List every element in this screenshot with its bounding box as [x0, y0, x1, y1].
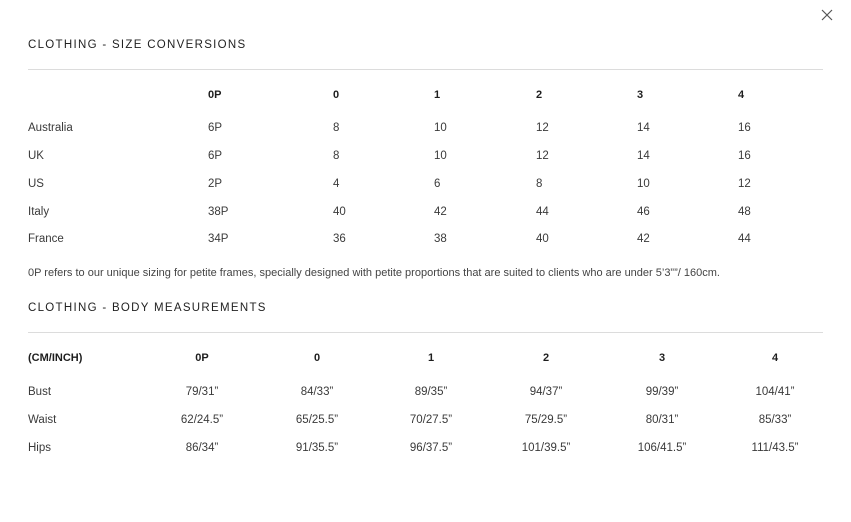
- row-label: Italy: [28, 206, 50, 218]
- table-header-row: [28, 352, 823, 368]
- table-row: [28, 178, 823, 194]
- row-label: Australia: [28, 122, 73, 134]
- table-cell: 42: [434, 206, 447, 218]
- close-button[interactable]: [819, 7, 835, 23]
- row-label: US: [28, 178, 44, 190]
- table-row: [28, 122, 823, 138]
- table-cell: 106/41.5”: [637, 442, 687, 454]
- table-cell: 12: [536, 150, 549, 162]
- table-cell: 40: [333, 206, 346, 218]
- table-cell: 12: [738, 178, 751, 190]
- table-cell: 75/29.5”: [524, 414, 568, 426]
- table-cell: 99/39”: [645, 386, 679, 398]
- petite-sizing-note: 0P refers to our unique sizing for petite frames, specially designed with petite proportions that are suited to clients who are under 5’3””/ 160cm.: [28, 267, 720, 279]
- table-cell: 86/34”: [185, 442, 219, 454]
- table-cell: 44: [536, 206, 549, 218]
- header-cell: (CM/INCH): [28, 352, 83, 364]
- header-cell: 3: [658, 352, 666, 364]
- table-cell: 38P: [208, 206, 229, 218]
- header-cell: 1: [434, 89, 441, 101]
- table-cell: 111/43.5”: [751, 442, 799, 454]
- table-row: [28, 414, 823, 430]
- header-cell: 4: [738, 89, 745, 101]
- table-cell: 10: [637, 178, 650, 190]
- row-label: UK: [28, 150, 44, 162]
- table-cell: 6: [434, 178, 441, 190]
- table-cell: 91/35.5”: [295, 442, 339, 454]
- table-cell: 34P: [208, 233, 229, 245]
- table-cell: 94/37”: [529, 386, 563, 398]
- table-cell: 46: [637, 206, 650, 218]
- header-cell: 4: [771, 352, 779, 364]
- table-cell: 8: [536, 178, 543, 190]
- divider: [28, 332, 823, 333]
- table-cell: 6P: [208, 150, 223, 162]
- table-cell: 85/33”: [758, 414, 792, 426]
- table-cell: 104/41”: [755, 386, 795, 398]
- table-row: [28, 150, 823, 166]
- table-cell: 16: [738, 122, 751, 134]
- table-cell: 62/24.5”: [180, 414, 224, 426]
- header-cell: 0P: [208, 89, 222, 101]
- header-cell: 0: [313, 352, 321, 364]
- table-cell: 38: [434, 233, 447, 245]
- table-cell: 8: [333, 122, 340, 134]
- table-row: [28, 386, 823, 402]
- table-row: [28, 233, 823, 249]
- table-cell: 10: [434, 150, 447, 162]
- table-cell: 80/31”: [645, 414, 679, 426]
- header-cell: 3: [637, 89, 644, 101]
- table-cell: 8: [333, 150, 340, 162]
- table-cell: 79/31”: [185, 386, 219, 398]
- size-conversions-title: CLOTHING - SIZE CONVERSIONS: [28, 39, 247, 51]
- row-label: Hips: [28, 442, 52, 454]
- table-cell: 12: [536, 122, 549, 134]
- table-header-row: [28, 89, 823, 105]
- table-cell: 10: [434, 122, 447, 134]
- header-cell: 0P: [195, 352, 209, 364]
- table-cell: 16: [738, 150, 751, 162]
- divider: [28, 69, 823, 70]
- table-cell: 42: [637, 233, 650, 245]
- table-cell: 4: [333, 178, 340, 190]
- table-cell: 70/27.5”: [409, 414, 453, 426]
- close-icon: [819, 7, 835, 23]
- header-cell: 1: [427, 352, 435, 364]
- table-cell: 2P: [208, 178, 223, 190]
- table-cell: 48: [738, 206, 751, 218]
- table-cell: 101/39.5”: [521, 442, 571, 454]
- body-measurements-title: CLOTHING - BODY MEASUREMENTS: [28, 302, 267, 314]
- table-cell: 65/25.5”: [295, 414, 339, 426]
- table-row: [28, 206, 823, 222]
- header-cell: 2: [536, 89, 543, 101]
- row-label: France: [28, 233, 64, 245]
- row-label: Waist: [28, 414, 57, 426]
- table-cell: 89/35”: [414, 386, 448, 398]
- header-cell: 2: [542, 352, 550, 364]
- table-cell: 6P: [208, 122, 223, 134]
- table-cell: 14: [637, 150, 650, 162]
- table-cell: 40: [536, 233, 549, 245]
- table-cell: 36: [333, 233, 346, 245]
- table-cell: 84/33”: [300, 386, 334, 398]
- table-row: [28, 442, 823, 458]
- row-label: Bust: [28, 386, 52, 398]
- table-cell: 14: [637, 122, 650, 134]
- table-cell: 44: [738, 233, 751, 245]
- header-cell: 0: [333, 89, 340, 101]
- table-cell: 96/37.5”: [409, 442, 453, 454]
